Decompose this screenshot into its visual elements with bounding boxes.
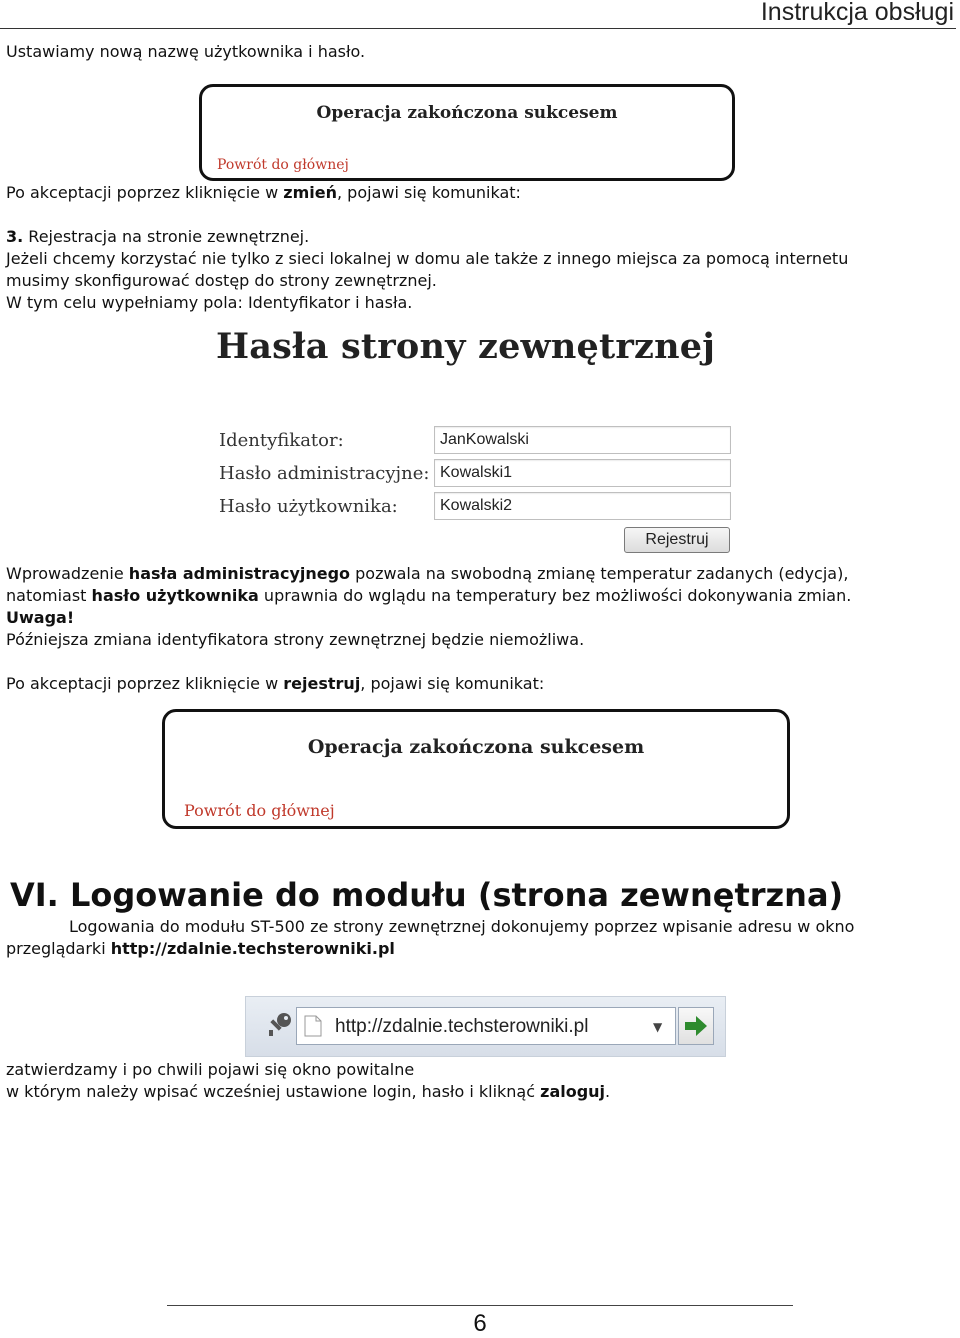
closing-line2-suffix: . (605, 1082, 611, 1101)
accept-change-text (6, 182, 521, 204)
login-keyword: zaloguj (540, 1082, 606, 1101)
page-number: 6 (473, 1310, 487, 1337)
success-message-screenshot-2 (162, 709, 790, 829)
success-message-title: Operacja zakończona sukcesem (307, 736, 645, 758)
section3-line1: Jeżeli chcemy korzystać nie tylko z sieci lokalnej w domu ale także z innego miejsca za pomocą internetu (6, 249, 849, 268)
explain-l2-prefix: natomiast (6, 586, 92, 605)
intro-text: Ustawiamy nową nazwę użytkownika i hasło. (6, 42, 366, 61)
document-header-title: Instrukcja obsługi (760, 0, 954, 26)
user-password-term: hasło użytkownika (91, 586, 259, 605)
address-field[interactable] (296, 1007, 676, 1045)
dropdown-icon[interactable]: ▼ (653, 1020, 663, 1034)
explain-l2-suffix: uprawnia do wglądu na temperatury bez możliwości dokonywania zmian. (258, 586, 852, 605)
back-to-main-link: Powrót do głównej (217, 157, 349, 173)
closing-line2 (6, 1081, 610, 1103)
footer-divider (167, 1305, 793, 1306)
user-password-input[interactable]: Kowalski2 (434, 492, 731, 520)
page-icon (303, 1015, 323, 1041)
external-passwords-title: Hasła strony zewnętrznej (216, 326, 716, 367)
section6-line1: Logowania do modułu ST-500 ze strony zewnętrznej dokonujemy poprzez wpisanie adresu w okno (69, 917, 855, 936)
accept-change-suffix: , pojawi się komunikat: (337, 183, 521, 202)
accept-register-keyword: rejestruj (283, 674, 361, 693)
user-password-label: Hasło użytkownika: (219, 496, 398, 517)
section3-line2: musimy skonfigurować dostęp do strony zewnętrznej. (6, 271, 437, 290)
accept-register-prefix: Po akceptacji poprzez kliknięcie w (6, 674, 284, 693)
success-message-title: Operacja zakończona sukcesem (316, 103, 618, 123)
admin-password-label: Hasło administracyjne: (219, 463, 430, 484)
accept-register-text (6, 673, 544, 695)
section6-line2-prefix: przeglądarki (6, 939, 111, 958)
warning-text: Uwaga! (6, 608, 75, 627)
section6-heading: VI. Logowanie do modułu (strona zewnętrzna) (10, 876, 844, 914)
register-button[interactable]: Rejestruj (624, 527, 730, 553)
accept-change-prefix: Po akceptacji poprzez kliknięcie w (6, 183, 284, 202)
accept-register-suffix: , pojawi się komunikat: (360, 674, 545, 693)
remote-url-text: http://zdalnie.techsterowniki.pl (110, 939, 395, 958)
warning-label (6, 607, 74, 629)
closing-line2-prefix: w którym należy wpisać wcześniej ustawione login, hasło i kliknąć (6, 1082, 541, 1101)
section3-title: Rejestracja na stronie zewnętrznej. (23, 227, 310, 246)
explain-line4: Późniejsza zmiana identyfikatora strony zewnętrznej będzie niemożliwa. (6, 630, 585, 649)
go-button[interactable] (678, 1007, 714, 1045)
key-icon (266, 1011, 294, 1043)
explain-line2 (6, 585, 851, 607)
admin-password-input[interactable]: Kowalski1 (434, 459, 731, 487)
browser-address-bar (245, 996, 726, 1057)
explain-line1 (6, 563, 848, 585)
address-url: http://zdalnie.techsterowniki.pl (335, 1016, 589, 1037)
closing-line1: zatwierdzamy i po chwili pojawi się okno powitalne (6, 1060, 415, 1079)
identifier-input[interactable]: JanKowalski (434, 426, 731, 454)
section3-line3: W tym celu wypełniamy pola: Identyfikator i hasła. (6, 293, 413, 312)
success-message-screenshot-1 (199, 84, 735, 181)
explain-l1-suffix: pozwala na swobodną zmianę temperatur zadanych (edycja), (350, 564, 849, 583)
identifier-label: Identyfikator: (219, 430, 344, 451)
section3-heading (6, 226, 309, 248)
accept-change-keyword: zmień (283, 183, 337, 202)
section3-number: 3. (6, 227, 24, 246)
back-to-main-link: Powrót do głównej (184, 801, 335, 820)
go-arrow-icon (684, 1015, 708, 1041)
explain-l1-prefix: Wprowadzenie (6, 564, 129, 583)
header-divider (0, 28, 956, 29)
section6-line2 (6, 938, 395, 960)
admin-password-term: hasła administracyjnego (128, 564, 351, 583)
